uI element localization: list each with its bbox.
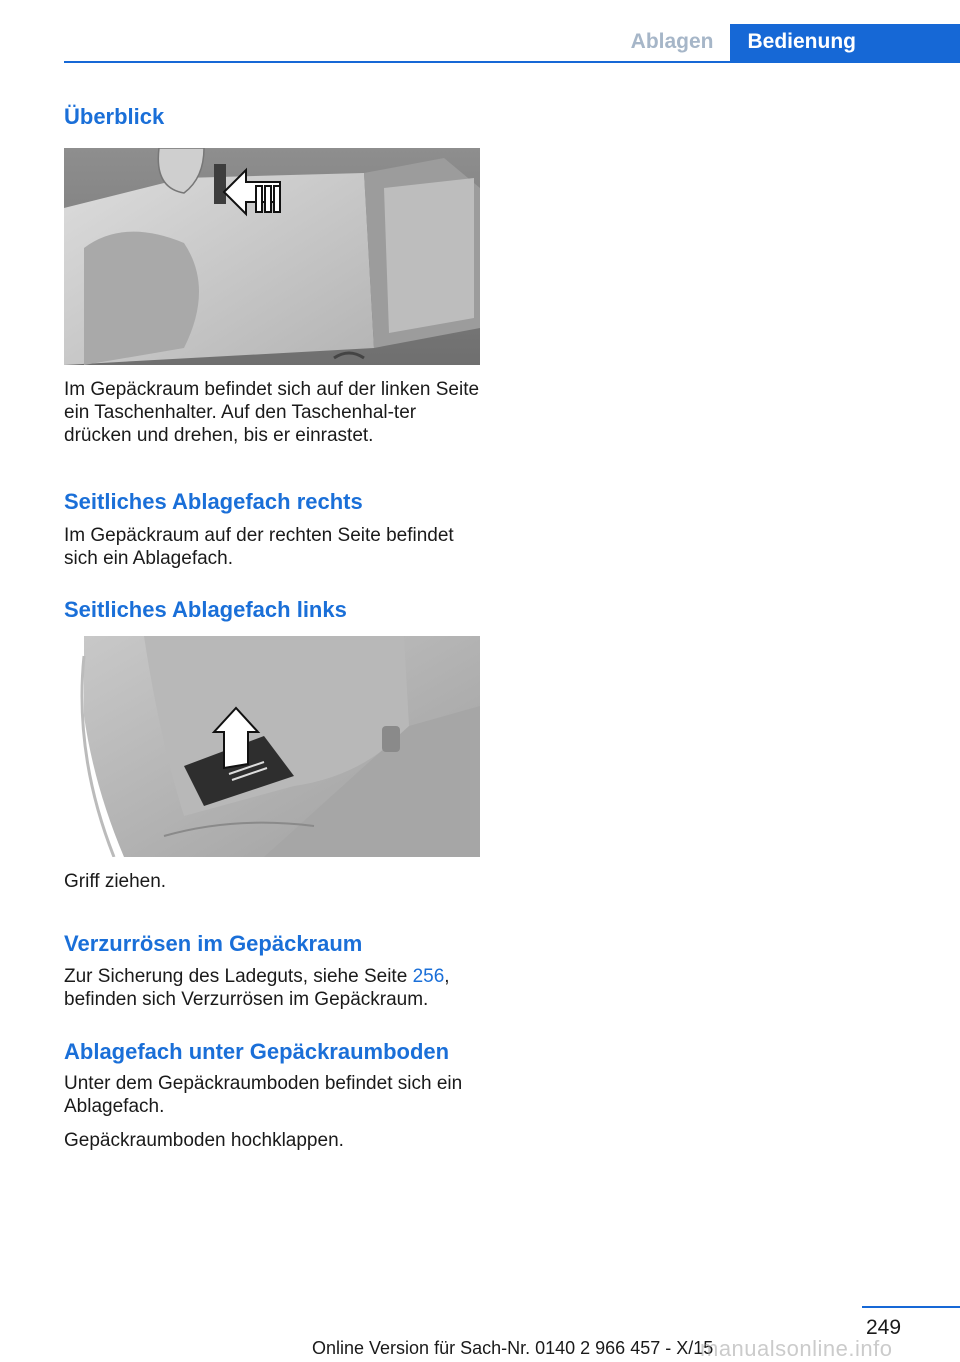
lashing-text-after: , befinden sich Verzurrösen im Gepäckraum. xyxy=(64,966,450,1010)
under-floor-text-1: Unter dem Gepäckraumboden befindet sich ein Ablagefach. xyxy=(64,1073,463,1117)
left-compartment-heading: Seitliches Ablagefach links xyxy=(64,597,347,622)
under-floor-text-2: Gepäckraumboden hochklappen. xyxy=(64,1130,344,1151)
page-reference-link[interactable]: 256 xyxy=(412,966,445,987)
header-rule xyxy=(64,61,960,63)
section-tab: Ablagen xyxy=(630,30,714,53)
header-tabs xyxy=(615,24,960,62)
chapter-tab: Bedienung xyxy=(730,24,960,62)
right-compartment-heading: Seitliches Ablagefach rechts xyxy=(64,489,363,514)
bag-holder-illustration xyxy=(64,148,480,365)
overview-text: Im Gepäckraum befindet sich auf der linken Seite ein Taschenhalter. Auf den Taschenhal‐ter drücken und drehen, bis er einrastet. xyxy=(64,379,480,446)
online-version-note: Online Version für Sach-Nr. 0140 2 966 457 - X/15 xyxy=(312,1338,714,1358)
right-compartment-text: Im Gepäckraum auf der rechten Seite befindet sich ein Ablagefach. xyxy=(64,525,454,569)
left-compartment-illustration xyxy=(64,636,480,857)
under-floor-heading: Ablagefach unter Gepäckraumboden xyxy=(64,1039,450,1064)
lashing-text-before: Zur Sicherung des Ladeguts, siehe Seite xyxy=(64,966,413,987)
lashing-text xyxy=(64,965,482,1011)
watermark: manualsonline.info xyxy=(700,1336,893,1361)
footer-rule xyxy=(862,1306,960,1308)
lashing-heading: Verzurrösen im Gepäckraum xyxy=(64,931,363,956)
page-number: 249 xyxy=(866,1316,902,1339)
left-compartment-text: Griff ziehen. xyxy=(64,871,167,892)
overview-heading: Überblick xyxy=(64,104,165,129)
